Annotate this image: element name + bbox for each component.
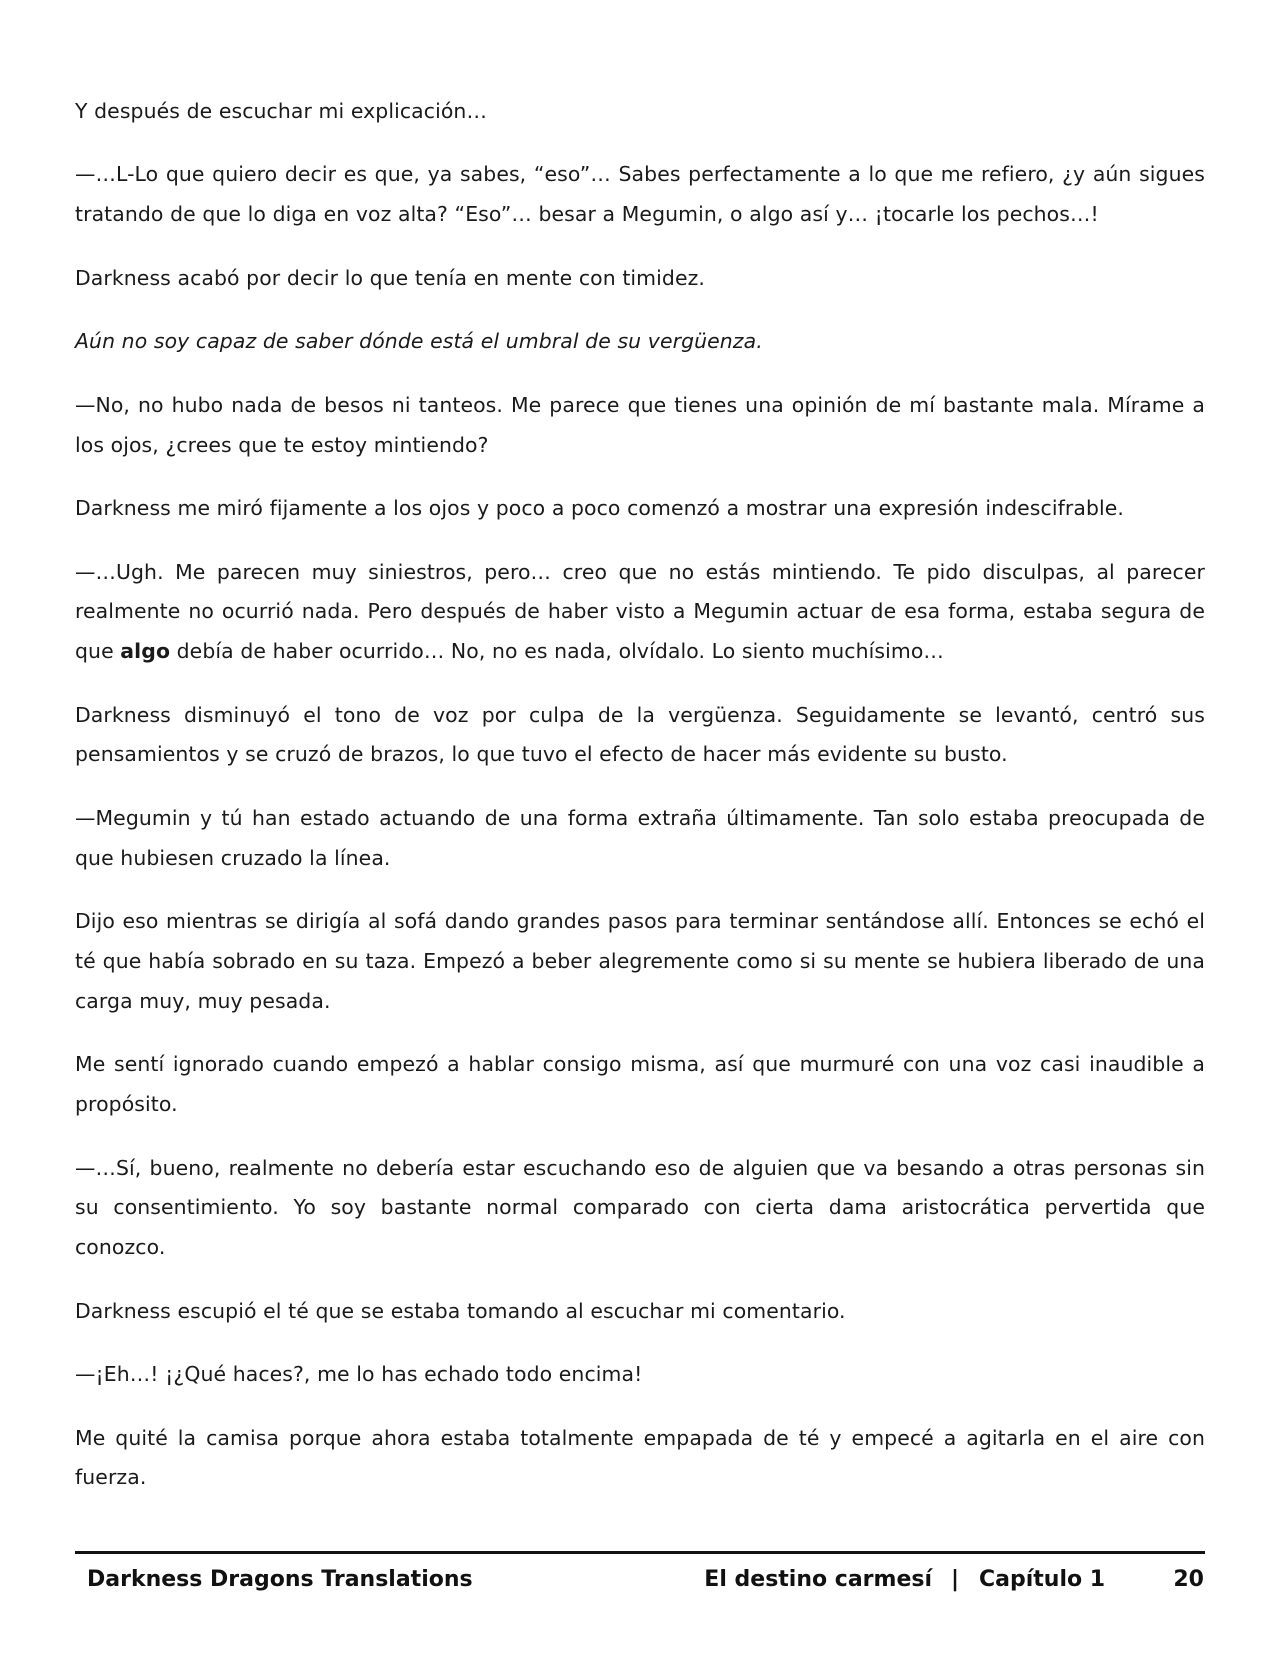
- paragraph-7-text-before: —…Ugh. Me parecen muy siniestros, pero… creo que no estás mintiendo. Te pido disculpas, al parecer realmente no ocurrió nada. Pero después de haber visto a Megumin actuar de esa forma, estaba segura de que: [75, 559, 1205, 664]
- footer-separator: |: [951, 1567, 960, 1592]
- paragraph-15: Me quité la camisa porque ahora estaba totalmente empapada de té y empecé a agitarla en el aire con fuerza.: [75, 1425, 1205, 1490]
- paragraph-1: Y después de escuchar mi explicación…: [75, 99, 487, 123]
- paragraph-14: —¡Eh…! ¡¿Qué haces?, me lo has echado todo encima!: [75, 1362, 643, 1387]
- page-footer: [0, 1562, 1280, 1598]
- paragraph-3: Darkness acabó por decir lo que tenía en mente con timidez.: [75, 265, 705, 290]
- footer-page-number: 20: [1173, 1567, 1204, 1592]
- footer-chapter-label: Capítulo 1: [979, 1567, 1106, 1592]
- paragraph-4-italic-thought: Aún no soy capaz de saber dónde está el umbral de su vergüenza.: [75, 329, 763, 354]
- paragraph-9: —Megumin y tú han estado actuando de una forma extraña últimamente. Tan solo estaba preocupada de que hubiesen cruzado la línea.: [75, 805, 1205, 870]
- paragraph-10: Dijo eso mientras se dirigía al sofá dando grandes pasos para terminar sentándose allí. Entonces se echó el té que había sobrado en su taza. Empezó a beber alegremente como si su mente se hubiera liberado de una carga muy, muy pesada.: [75, 909, 1205, 1013]
- paragraph-5: —No, no hubo nada de besos ni tanteos. Me parece que tienes una opinión de mí bastante mala. Mírame a los ojos, ¿crees que te estoy mintiendo?: [75, 392, 1205, 457]
- paragraph-11: Me sentí ignorado cuando empezó a hablar consigo misma, así que murmuré con una voz casi inaudible a propósito.: [75, 1052, 1205, 1117]
- paragraph-12: —…Sí, bueno, realmente no debería estar escuchando eso de alguien que va besando a otras personas sin su consentimiento. Yo soy bastante normal comparado con cierta dama aristocrática pervertida que conozco.: [75, 1155, 1205, 1260]
- paragraph-7-bold-word: algo: [120, 639, 171, 664]
- footer-book-title: El destino carmesí: [704, 1567, 932, 1592]
- paragraph-13: Darkness escupió el té que se estaba tomando al escuchar mi comentario.: [75, 1298, 846, 1323]
- paragraph-7-text-after: debía de haber ocurrido… No, no es nada, olvídalo. Lo siento muchísimo…: [170, 639, 944, 664]
- paragraph-7: [75, 553, 1205, 672]
- paragraph-6: Darkness me miró fijamente a los ojos y poco a poco comenzó a mostrar una expresión indescifrable.: [75, 496, 1124, 521]
- footer-translator-name: Darkness Dragons Translations: [87, 1567, 473, 1592]
- footer-divider: [75, 1551, 1205, 1554]
- paragraph-2: —…L-Lo que quiero decir es que, ya sabes, “eso”… Sabes perfectamente a lo que me refiero, ¿y aún sigues tratando de que lo diga en voz alta? “Eso”… besar a Megumin, o algo así y… ¡tocarle los pechos…!: [75, 162, 1205, 227]
- page-body: [75, 92, 1205, 1522]
- paragraph-8: Darkness disminuyó el tono de voz por culpa de la vergüenza. Seguidamente se levantó, centró sus pensamientos y se cruzó de brazos, lo que tuvo el efecto de hacer más evidente su busto.: [75, 702, 1205, 767]
